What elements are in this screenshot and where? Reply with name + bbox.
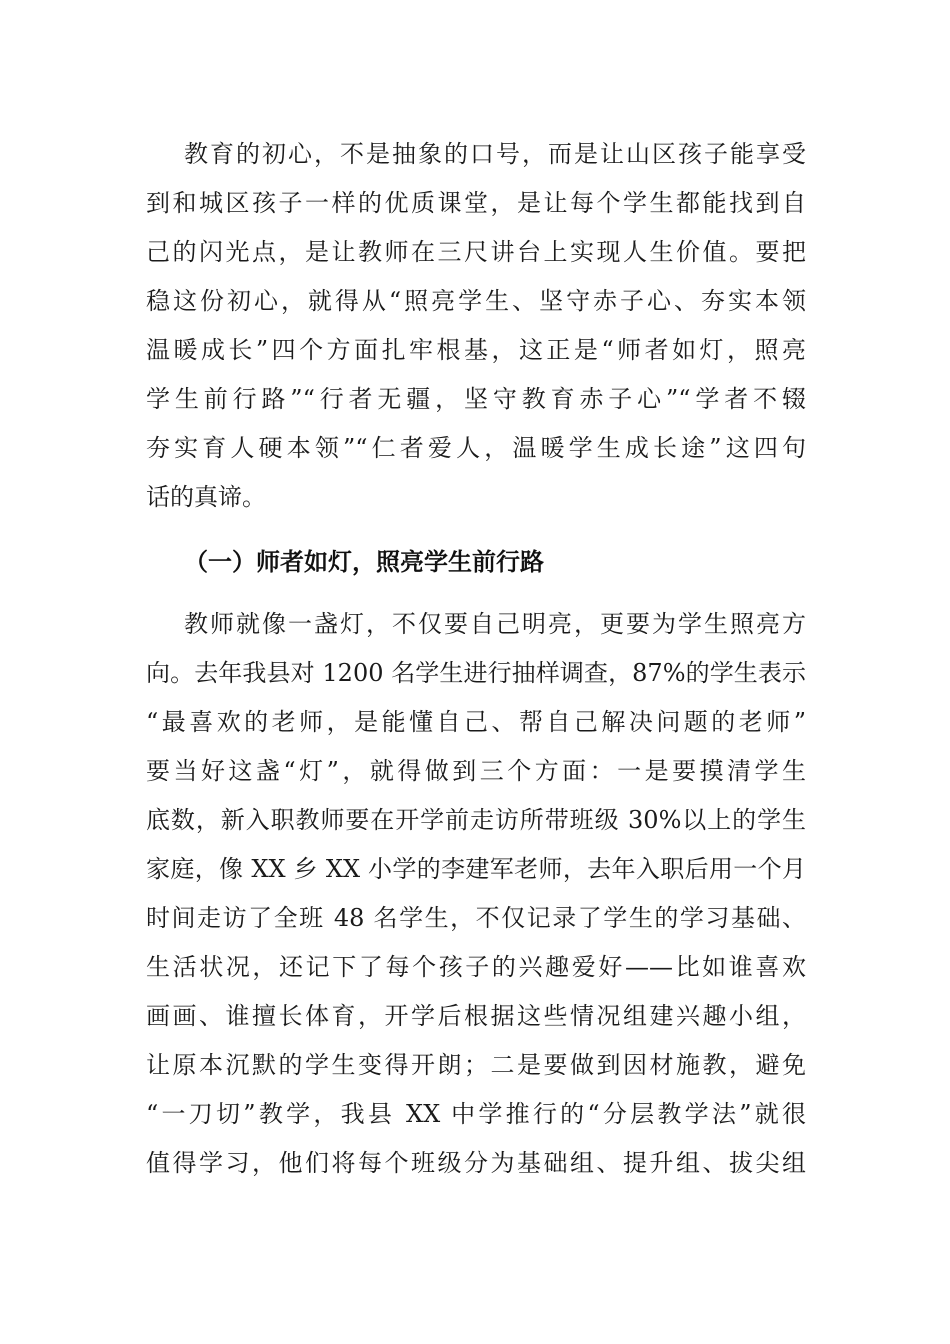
paragraph-line: 画画、谁擅长体育，开学后根据这些情况组建兴趣小组， xyxy=(146,1002,806,1030)
paragraph-line: 教育的初心，不是抽象的口号，而是让山区孩子能享受 xyxy=(184,140,806,168)
paragraph-line: 温暖成长”四个方面扎牢根基，这正是“师者如灯，照亮 xyxy=(146,336,806,364)
paragraph-line: “最喜欢的老师，是能懂自己、帮自己解决问题的老师” xyxy=(146,708,806,736)
paragraph-line: 学生前行路”“行者无疆，坚守教育赤子心”“学者不辍 xyxy=(146,385,806,413)
paragraph-section-one xyxy=(146,600,806,1188)
paragraph-line: 教师就像一盏灯，不仅要自己明亮，更要为学生照亮方 xyxy=(184,610,806,638)
section-heading: （一）师者如灯，照亮学生前行路 xyxy=(184,547,544,576)
paragraph-line: 底数，新入职教师要在开学前走访所带班级 30%以上的学生 xyxy=(146,806,806,834)
paragraph-line: 夯实育人硬本领”“仁者爱人，温暖学生成长途”这四句 xyxy=(146,434,806,462)
paragraph-line: 让原本沉默的学生变得开朗；二是要做到因材施教，避免 xyxy=(146,1051,806,1079)
document-body xyxy=(146,130,806,1188)
paragraph-line: “一刀切”教学，我县 XX 中学推行的“分层教学法”就很 xyxy=(146,1100,806,1128)
paragraph-intro xyxy=(146,130,806,522)
paragraph-line: 时间走访了全班 48 名学生，不仅记录了学生的学习基础、 xyxy=(146,904,806,932)
paragraph-line: 要当好这盏“灯”，就得做到三个方面：一是要摸清学生 xyxy=(146,757,806,785)
paragraph-line: 到和城区孩子一样的优质课堂，是让每个学生都能找到自 xyxy=(146,189,806,217)
paragraph-line: 家庭，像 XX 乡 XX 小学的李建军老师，去年入职后用一个月 xyxy=(146,855,806,883)
paragraph-line: 生活状况，还记下了每个孩子的兴趣爱好——比如谁喜欢 xyxy=(146,953,806,981)
paragraph-line: 话的真谛。 xyxy=(146,483,266,511)
paragraph-line: 稳这份初心，就得从“照亮学生、坚守赤子心、夯实本领 xyxy=(146,287,806,315)
paragraph-line: 己的闪光点，是让教师在三尺讲台上实现人生价值。要把 xyxy=(146,238,806,266)
paragraph-line: 向。去年我县对 1200 名学生进行抽样调查，87%的学生表示 xyxy=(146,659,806,687)
paragraph-line: 值得学习，他们将每个班级分为基础组、提升组、拔尖组 xyxy=(146,1149,806,1177)
